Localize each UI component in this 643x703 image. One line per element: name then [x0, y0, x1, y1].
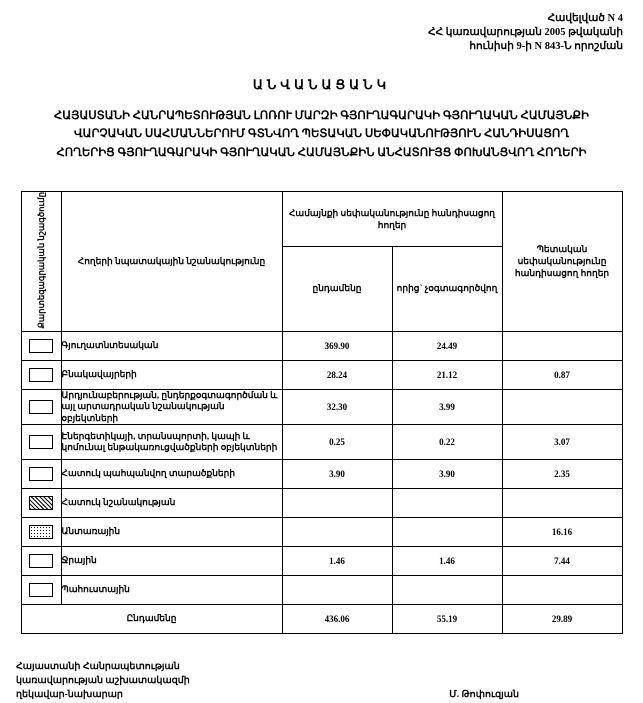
- marking-box-empty-icon: [29, 435, 53, 449]
- subtitle-line-1: ՀԱՅԱՍՏԱՆԻ ՀԱՆՐԱՊԵՏՈՒԹՅԱՆ ԼՈՌՈՒ ՄԱՐԶԻ ԳՅՈՒՂԱԳԱՐԱԿԻ ԳՅՈՒՂԱԿԱՆ ՀԱՄԱՅՆՔԻ: [54, 109, 589, 122]
- document-footer: [14, 660, 629, 703]
- table-total-row: [21, 604, 622, 633]
- row-state: [502, 331, 622, 360]
- row-name: Անտառային: [61, 517, 282, 546]
- footer-line-2: կառավարության աշխատակազմի: [16, 676, 190, 687]
- table-row: [21, 360, 622, 389]
- header-line-1: Հավելված N 4: [547, 13, 623, 24]
- marking-box-hatched-icon: [29, 496, 53, 510]
- row-name: Հատուկ պահպանվող տարածքների: [61, 459, 282, 488]
- footer-line-3: ղեկավար-նախարար: [16, 690, 123, 701]
- marking-cell: [21, 517, 61, 546]
- row-state: [502, 575, 622, 604]
- total-label: Ընդամենը: [21, 604, 282, 633]
- table-row: [21, 424, 622, 459]
- land-table: [21, 191, 623, 634]
- row-over: 21.12: [392, 360, 502, 389]
- row-name: Ջրային: [61, 546, 282, 575]
- marking-cell: [21, 546, 61, 575]
- column-header-name: Հողերի նպատակային նշանակությունը: [61, 192, 282, 332]
- document-header: [14, 12, 623, 55]
- row-name: Էներգետիկայի, տրանսպորտի, կապի և կոմունալ ենթակառուցվածքների օբյեկտների: [61, 424, 282, 459]
- subtitle-line-2: ՎԱՐՉԱԿԱՆ ՍԱՀՄԱՆՆԵՐՈՒՄ ԳՏՆՎՈՂ ՊԵՏԱԿԱՆ ՍԵՓԱԿԱՆՈՒԹՅՈՒՆ ՀԱՆԴԻՍԱՑՈՂ: [73, 128, 570, 141]
- table-row: [21, 331, 622, 360]
- column-header-sub-total: ընդամենը: [282, 246, 392, 331]
- total-over: 55.19: [392, 604, 502, 633]
- row-state: 0.87: [502, 360, 622, 389]
- table-body: [21, 331, 622, 633]
- row-over: 3.99: [392, 389, 502, 424]
- subtitle-line-3: ՀՈՂԵՐԻՑ ԳՅՈՒՂԱԳԱՐԱԿԻ ԳՅՈՒՂԱԿԱՆ ՀԱՄԱՅՆՔԻՆ ԱՆՀԱՏՈՒՅՑ ՓՈԽԱՆՑՎՈՂ ՀՈՂԵՐԻ: [56, 147, 587, 160]
- row-total: 1.46: [282, 546, 392, 575]
- marking-cell: [21, 488, 61, 517]
- marking-cell: [21, 575, 61, 604]
- row-total: 3.90: [282, 459, 392, 488]
- marking-box-empty-icon: [29, 400, 53, 414]
- row-name: Բնակավայրերի: [61, 360, 282, 389]
- marking-box-empty-icon: [29, 554, 53, 568]
- signature-name: Մ. Թոփուզյան: [449, 690, 519, 701]
- row-state: [502, 488, 622, 517]
- row-total: [282, 488, 392, 517]
- row-name: Պահուստային: [61, 575, 282, 604]
- marking-cell: [21, 360, 61, 389]
- row-total: 32.30: [282, 389, 392, 424]
- marking-cell: [21, 331, 61, 360]
- table-row: [21, 488, 622, 517]
- marking-cell: [21, 424, 61, 459]
- row-name: Հատուկ նշանակության: [61, 488, 282, 517]
- total-state: 29.89: [502, 604, 622, 633]
- header-line-2: ՀՀ կառավարության 2005 թվականի: [428, 27, 623, 39]
- table-row: [21, 575, 622, 604]
- table-row: [21, 546, 622, 575]
- column-header-marking-label: Քարտեզագրական նշագծումը: [35, 192, 46, 329]
- row-state: 3.07: [502, 424, 622, 459]
- header-line-3: հունիսի 9-ի N 843-Ն որոշման: [469, 41, 623, 53]
- column-header-state: Պետական սեփականությունը հանդիսացող հողեր: [502, 192, 622, 332]
- row-state: [502, 389, 622, 424]
- row-state: 16.16: [502, 517, 622, 546]
- marking-cell: [21, 459, 61, 488]
- table-header-row: [21, 192, 622, 246]
- row-total: [282, 517, 392, 546]
- marking-cell: [21, 389, 61, 424]
- row-over: 3.90: [392, 459, 502, 488]
- column-header-sub-over: որից` չօգտագործվող: [392, 246, 502, 331]
- document-subtitle: [14, 107, 629, 164]
- row-name: Արդյունաբերության, ընդերքօգտագործման և այլ արտադրական նշանակության օբյեկտների: [61, 389, 282, 424]
- marking-box-empty-icon: [29, 583, 53, 597]
- marking-box-empty-icon: [29, 339, 53, 353]
- table-row: [21, 459, 622, 488]
- table-row: [21, 389, 622, 424]
- page-title: ԱՆՎԱՆԱՑԱՆԿ: [252, 76, 391, 92]
- row-total: 28.24: [282, 360, 392, 389]
- table-row: [21, 517, 622, 546]
- row-over: 24.49: [392, 331, 502, 360]
- row-state: 7.44: [502, 546, 622, 575]
- row-over: 0.22: [392, 424, 502, 459]
- row-total: 369.90: [282, 331, 392, 360]
- row-name: Գյուղատնտեսական: [61, 331, 282, 360]
- footer-line-1: Հայաստանի Հանրապետության: [16, 661, 180, 672]
- column-header-marking: [21, 192, 61, 332]
- marking-box-dotted-icon: [29, 525, 53, 539]
- row-over: [392, 517, 502, 546]
- row-over: 1.46: [392, 546, 502, 575]
- row-total: 0.25: [282, 424, 392, 459]
- total-total: 436.06: [282, 604, 392, 633]
- row-total: [282, 575, 392, 604]
- row-state: 2.35: [502, 459, 622, 488]
- column-header-group: Համայնքի սեփականությունը հանդիսացող հողեր: [282, 192, 502, 246]
- row-over: [392, 575, 502, 604]
- row-over: [392, 488, 502, 517]
- marking-box-empty-icon: [29, 368, 53, 382]
- marking-box-empty-icon: [29, 467, 53, 481]
